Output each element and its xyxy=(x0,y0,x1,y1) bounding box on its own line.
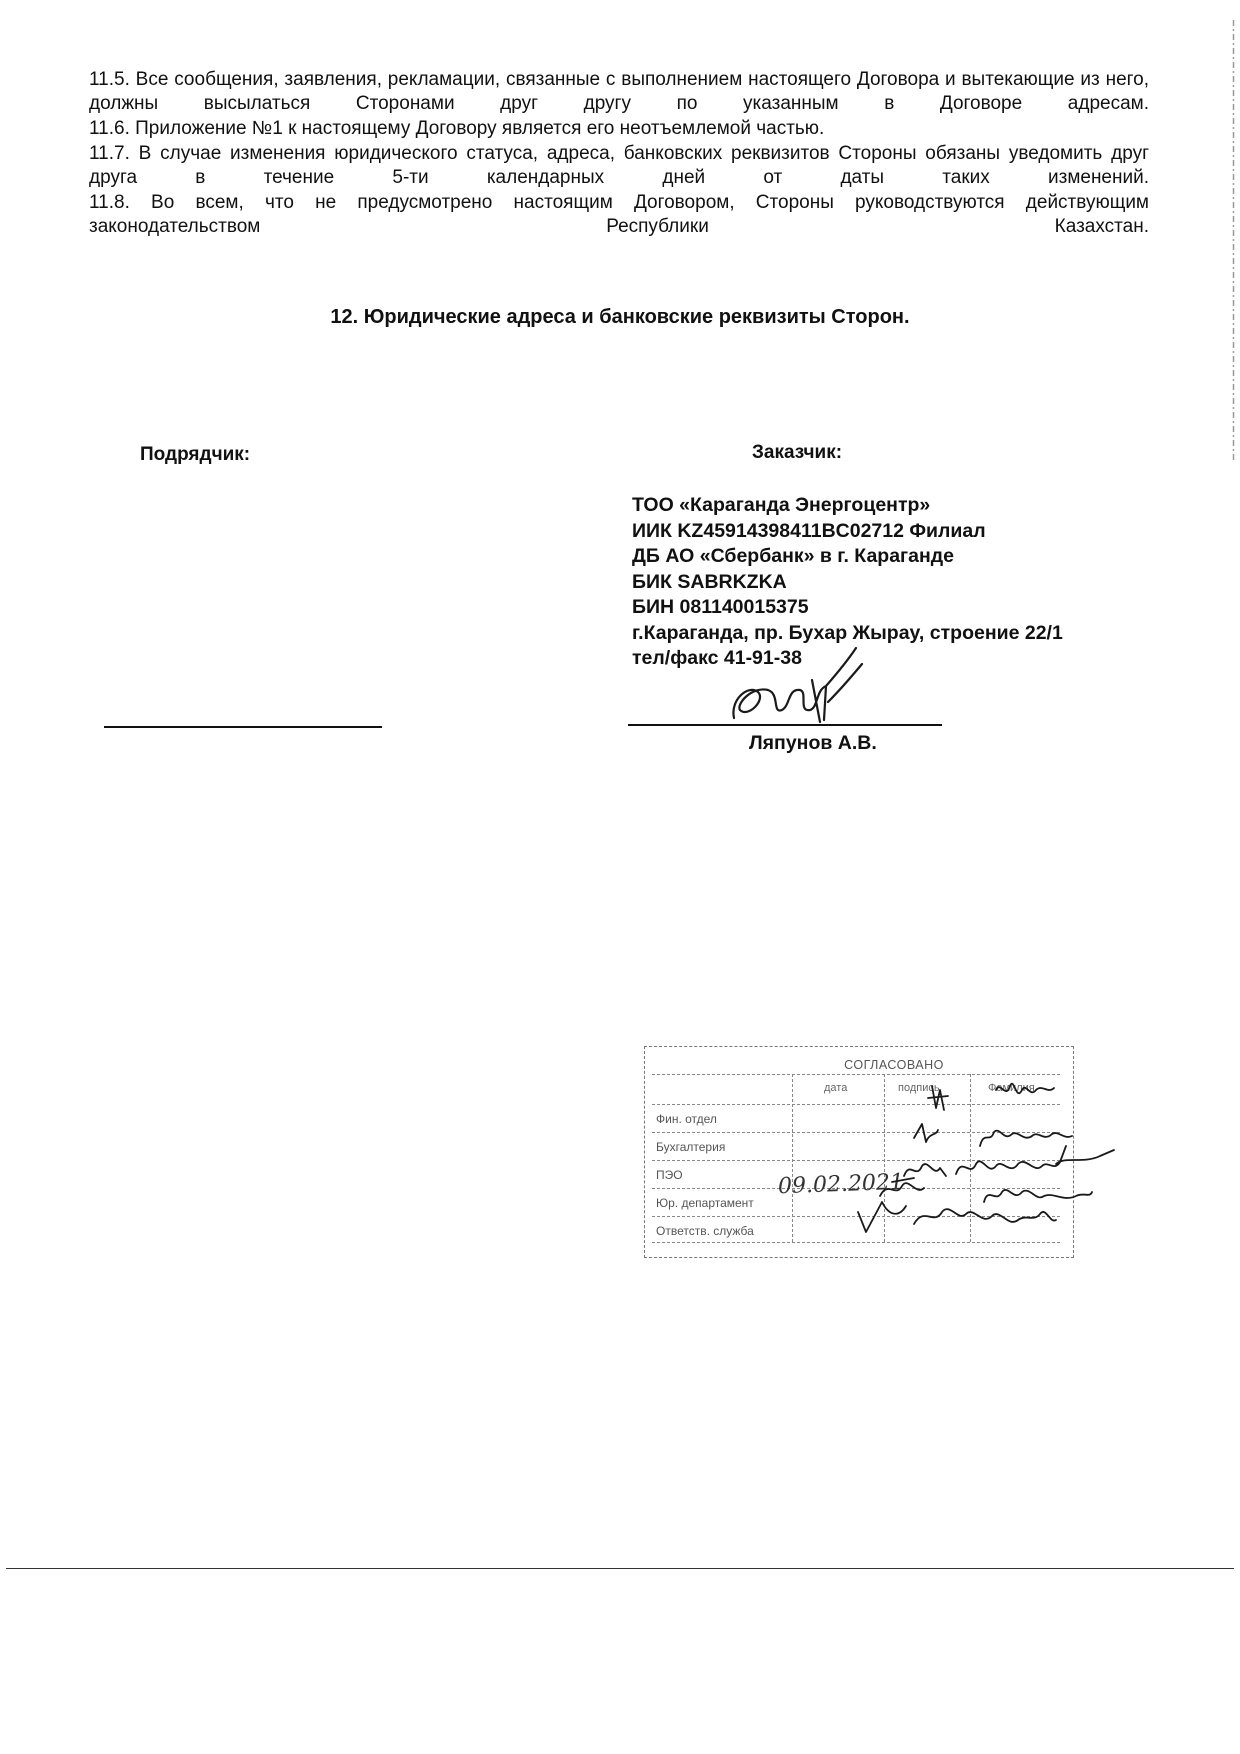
customer-bank: ДБ АО «Сбербанк» в г. Караганде xyxy=(632,545,955,567)
stamp-handwritten-signatures-icon xyxy=(644,1046,1144,1258)
stamp-row-legal: Юр. департамент xyxy=(656,1196,754,1210)
customer-signer-name: Ляпунов А.В. xyxy=(749,732,877,754)
stamp-row-accounting: Бухгалтерия xyxy=(656,1140,726,1154)
approval-stamp xyxy=(644,1046,1074,1258)
customer-label: Заказчик: xyxy=(752,442,843,463)
scan-edge-mark xyxy=(1232,20,1235,460)
stamp-col-surname: Фамилия xyxy=(988,1082,1035,1094)
stamp-col-date: дата xyxy=(824,1082,848,1094)
customer-bik: БИК SABRKZKA xyxy=(632,570,787,593)
approval-stamp-title: СОГЛАСОВАНО xyxy=(844,1058,944,1072)
contract-clauses xyxy=(89,68,1149,240)
stamp-row-responsible: Ответств. служба xyxy=(656,1224,754,1238)
contractor-label: Подрядчик: xyxy=(140,444,251,465)
section-title: 12. Юридические адреса и банковские реквизиты Сторон. xyxy=(330,306,910,328)
customer-signature-icon xyxy=(728,640,868,730)
stamp-row-finance: Фин. отдел xyxy=(656,1112,717,1126)
clause-11-5: 11.5. Все сообщения, заявления, рекламации, связанные с выполнением настоящего Договора и вытекающие из него, должны высылаться Сторонами друг другу по указанным в Договоре адресам. xyxy=(89,69,1149,114)
customer-address: г.Караганда, пр. Бухар Жырау, строение 22/1 xyxy=(632,621,1063,644)
clause-11-7: 11.7. В случае изменения юридического статуса, адреса, банковских реквизитов Стороны обязаны уведомить друг друга в течение 5-ти календарных дней от даты таких изменений. xyxy=(89,143,1149,188)
clause-11-6: 11.6. Приложение №1 к настоящему Договору является его неотъемлемой частью. xyxy=(89,118,825,139)
customer-bin: БИН 081140015375 xyxy=(632,596,809,618)
stamp-date-entry: 09.02.2021 xyxy=(777,1169,905,1200)
stamp-col-signature: подпись xyxy=(898,1082,940,1094)
customer-phone-fax: тел/факс 41-91-38 xyxy=(632,647,802,669)
page-footer-rule xyxy=(6,1568,1234,1569)
customer-company-name: ТОО «Караганда Энергоцентр» xyxy=(632,494,931,516)
contractor-signature-line xyxy=(104,726,382,728)
customer-iik: ИИК KZ45914398411BC02712 Филиал xyxy=(632,519,986,542)
clause-11-8: 11.8. Во всем, что не предусмотрено настоящим Договором, Стороны руководствуются действующим законодательством Республики Казахстан. xyxy=(89,192,1149,237)
stamp-row-peo: ПЭО xyxy=(656,1168,683,1182)
